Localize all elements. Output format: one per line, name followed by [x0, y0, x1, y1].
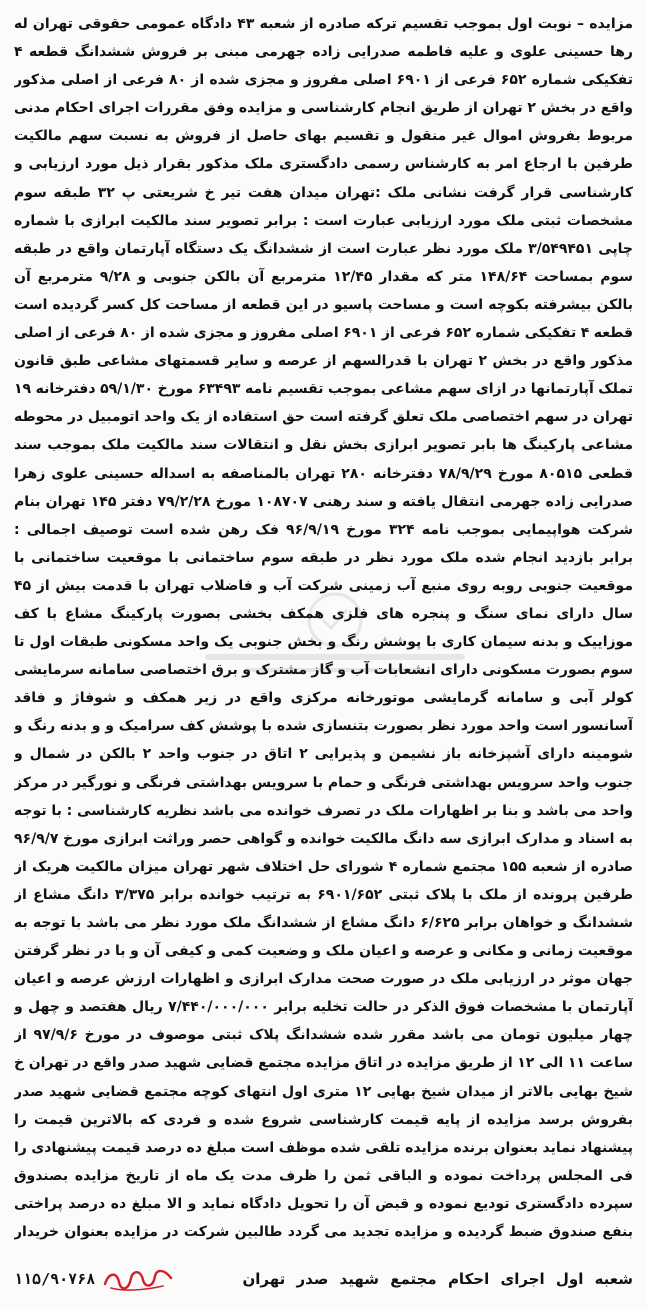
reference-code: ۱۱۵/۹۰۷۶۸	[14, 1270, 96, 1288]
handwritten-mark-icon	[101, 1264, 175, 1294]
notice-footer	[14, 1262, 633, 1296]
issuing-office: شعبه اول اجرای احکام مجتمع شهید صدر تهران	[242, 1270, 633, 1288]
reference-block	[14, 1264, 175, 1294]
notice-body-text: مزایده – نوبت اول بموجب تقسیم ترکه صادره از شعبه ۴۳ دادگاه عمومی حقوقی تهران له رها حسینی علوی و علیه فاطمه صدرایی زاده جهرمی مبنی بر فروش ششدانگ قطعه ۴ تفکیکی شماره ۶۵۲ فرعی از ۶۹۰۱ اصلی مفروز و مجزی شده از ۸۰ فرعی از اصلی مذکور واقع در بخش ۲ تهران از طریق انجام کارشناسی و مزایده وفق مقررات اجرای احکام مدنی مربوط بفروش اموال غیر منقول و تقسیم بهای حاصل از فروش به نسبت سهم مالکیت طرفین با ارجاع امر به کارشناس رسمی دادگستری ملک مذکور بقرار ذیل مورد ارزیابی و کارشناسی قرار گرفت نشانی ملک :تهران میدان هفت تیر خ شریعتی پ ۳۲ طبقه سوم مشخصات ثبتی ملک مورد ارزیابی عبارت است : برابر تصویر سند مالکیت ابرازی با شماره چاپی ۳/۵۴۹۴۵۱ ملک مورد نظر عبارت است از ششدانگ یک دستگاه آپارتمان واقع در طبقه سوم بمساحت ۱۴۸/۶۴ متر که مقدار ۱۲/۴۵ مترمربع آن بالکن جنوبی و ۹/۲۸ مترمربع آن بالکن بیشرفته بکوچه است و مساحت پاسیو در این قطعه از مساحت کل کسر گردیده است قطعه ۴ تفکیکی شماره ۶۵۲ فرعی از ۶۹۰۱ اصلی مفروز و مجزی شده از ۸۰ فرعی از اصلی مذکور واقع در بخش ۲ تهران با قدرالسهم از عرصه و سایر قسمتهای مشاعی طبق قانون تملک آپارتمانها در ازای سهم مشاعی بموجب تقسیم نامه ۶۳۴۹۳ مورخ ۵۹/۱/۳۰ دفترخانه ۱۹ تهران در سهم اختصاصی ملک تعلق گرفته است حق استفاده از یک واحد اتومبیل در محوطه مشاعی پارکینگ ها بابر تصویر ابرازی بخش نقل و انتقالات سند مالکیت ملک بموجب سند قطعی ۸۰۵۱۵ مورخ ۷۸/۹/۲۹ دفترخانه ۲۸۰ تهران بالمناصفه به اسداله حسینی علوی زهرا صدرایی زاده جهرمی انتقال یافته و سند رهنی ۱۰۸۷۰۷ مورخ ۷۹/۲/۲۸ دفتر ۱۴۵ تهران بنام شرکت هواپیمایی بموجب نامه ۳۲۴ مورخ ۹۶/۹/۱۹ فک رهن شده است توصیف اجمالی : برابر بازدید انجام شده ملک مورد نظر در طبقه سوم ساختمانی با موقعیت ساختمانی با موقعیت جنوبی روبه روی منبع آب زمینی شرکت آب و فاضلاب تهران با قدمت بیش از ۴۵ سال دارای نمای سنگ و پنجره های فلزی همکف بخشی بصورت پارکینگ مشاع با کف موزاییک و بدنه سیمان کاری با پوشش رنگ و بخش جنوبی یک واحد مسکونی طبقات اول تا سوم بصورت مسکونی دارای انشعابات آب و گاز مشترک و برق اختصاصی سامانه سرمایشی کولر آبی و سامانه گرمایشی موتورخانه مرکزی واقع در زیر همکف و شوفاژ و فاقد آسانسور است واحد مورد نظر بصورت بتنسازی شده با پوشش کف سرامیک و و بدنه رنگ و شومینه دارای آشپزخانه باز نشیمن و پذیرایی ۲ اتاق در جنوب واحد ۲ بالکن در شمال و جنوب واحد سرویس بهداشتی فرنگی و حمام با سرویس بهداشتی فرنگی و نورگیر در مرکز واحد می باشد و بنا بر اظهارات ملک در تصرف خوانده می باشد نظریه کارشناسی : با توجه به اسناد و مدارک ابرازی سه دانگ مالکیت خوانده و گواهی حصر وراثت ابرازی مورخ ۹۶/۹/۷ صادره از شعبه ۱۵۵ مجتمع شماره ۴ شورای حل اختلاف شهر تهران میزان مالکیت هریک از طرفین پرونده از ملک با پلاک ثبتی ۶۹۰۱/۶۵۲ به ترتیب خوانده برابر ۳/۳۷۵ دانگ مشاع از ششدانگ و خواهان برابر ۶/۶۲۵ دانگ مشاع از ششدانگ ملک مورد نظر می باشد با توجه به موقعیت زمانی و مکانی و عرصه و اعیان ملک و وضعیت کمی و کیفی آن و با در نظر گرفتن جهان موثر در ارزیابی ملک در صورت صحت مدارک ابرازی و اظهارات ارزش عرصه و اعیان آپارتمان با مشخصات فوق الذکر در حالت تخلیه برابر ۷/۴۴۰/۰۰۰/۰۰۰ ریال هفتصد و چهل و چهار میلیون تومان می باشد مقرر شده ششدانگ پلاک ثبتی موصوف در مورخ ۹۷/۹/۶ از ساعت ۱۱ الی ۱۲ از طریق مزایده در اتاق مزایده مجتمع قضایی شهید صدر واقع در تهران خ شیخ بهایی بالاتر از میدان شیخ بهایی ۱۲ متری اول انتهای کوچه مجتمع قضایی شهید صدر بفروش برسد مزایده از پایه قیمت کارشناسی شروع شده و فردی که بالاترین قیمت را پیشنهاد نماید بعنوان برنده مزایده تلقی شده موظف است مبلغ ده درصد قیمت پیشنهادی را فی المجلس پرداخت نموده و الباقی ثمن را ظرف مدت یک ماه از تاریخ مزایده بصندوق سپرده دادگستری تودیع نموده و قبض آن را تحویل دادگاه نماید و الا مبلغ ده درصد پراختی بنفع صندوق ضبط گردیده و مزایده تجدید می گردد طالبین شرکت در مزایده بعنوان خریدار	[14, 16, 633, 1241]
